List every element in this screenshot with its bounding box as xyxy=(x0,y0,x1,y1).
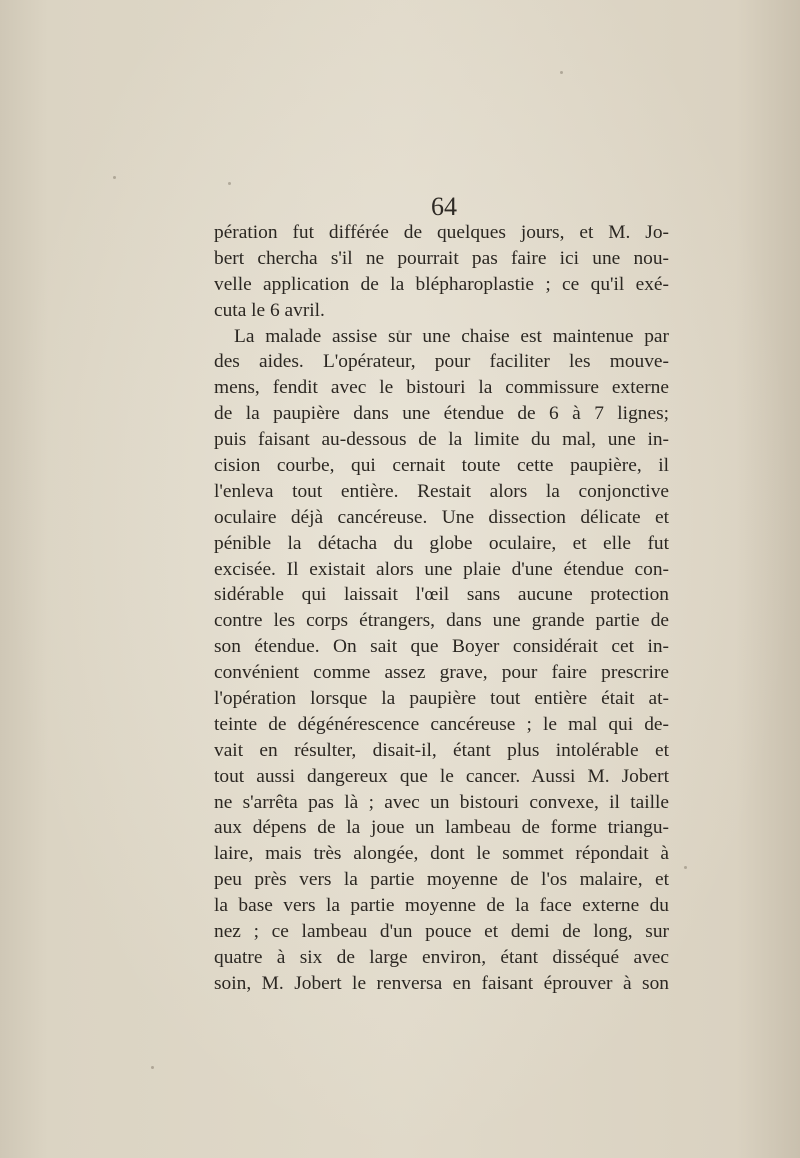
text-line: pénible la détacha du globe oculaire, et elle fut xyxy=(214,532,669,554)
paper-speck xyxy=(228,182,231,185)
text-line: soin, M. Jobert le renversa en faisant éprouver à son xyxy=(214,972,669,994)
text-line: nez ; ce lambeau d'un pouce et demi de long, sur xyxy=(214,921,669,943)
text-line: mens, fendit avec le bistouri la commissure externe xyxy=(214,377,669,399)
text-line: cision courbe, qui cernait toute cette paupière, il xyxy=(214,455,669,477)
text-line: des aides. L'opérateur, pour faciliter les mouve- xyxy=(214,351,669,373)
text-line: l'enleva tout entière. Restait alors la conjonctive xyxy=(214,480,669,502)
paper-speck xyxy=(113,176,116,179)
text-line: quatre à six de large environ, étant disséqué avec xyxy=(214,946,669,968)
page-number: 64 xyxy=(431,192,457,221)
text-line: pération fut différée de quelques jours, et M. Jo- xyxy=(214,222,669,243)
text-line: cuta le 6 avril. xyxy=(214,299,325,321)
text-line: son étendue. On sait que Boyer considérait cet in- xyxy=(214,636,669,658)
text-line: de la paupière dans une étendue de 6 à 7 lignes; xyxy=(214,403,669,425)
text-line: la base vers la partie moyenne de la face externe du xyxy=(214,895,669,917)
text-line: sidérable qui laissait l'œil sans aucune protection xyxy=(214,584,669,606)
text-line: ne s'arrêta pas là ; avec un bistouri convexe, il taille xyxy=(214,791,669,813)
text-line: vait en résulter, disait-il, étant plus intolérable et xyxy=(214,739,669,761)
text-line: bert chercha s'il ne pourrait pas faire ici une nou- xyxy=(214,247,669,269)
text-line: velle application de la blépharoplastie ; ce qu'il exé- xyxy=(214,273,669,295)
body-text xyxy=(214,220,669,997)
text-line: l'opération lorsque la paupière tout entière était at- xyxy=(214,688,669,710)
paper-speck xyxy=(560,71,563,74)
text-line: La malade assise sur une chaise est maintenue par xyxy=(234,325,669,347)
text-line: puis faisant au-dessous de la limite du mal, une in- xyxy=(214,429,669,451)
text-line: peu près vers la partie moyenne de l'os malaire, et xyxy=(214,869,669,891)
text-line: convénient comme assez grave, pour faire prescrire xyxy=(214,662,669,684)
paper-speck xyxy=(151,1066,154,1069)
text-line: aux dépens de la joue un lambeau de forme triangu- xyxy=(214,817,669,839)
text-line: contre les corps étrangers, dans une grande partie de xyxy=(214,610,669,632)
text-line: laire, mais très alongée, dont le sommet répondait à xyxy=(214,843,669,865)
text-line: tout aussi dangereux que le cancer. Aussi M. Jobert xyxy=(214,765,669,787)
paper-speck xyxy=(684,866,687,869)
text-line: excisée. Il existait alors une plaie d'une étendue con- xyxy=(214,558,669,580)
text-line: teinte de dégénérescence cancéreuse ; le mal qui de- xyxy=(214,713,669,735)
text-line: oculaire déjà cancéreuse. Une dissection délicate et xyxy=(214,506,669,528)
